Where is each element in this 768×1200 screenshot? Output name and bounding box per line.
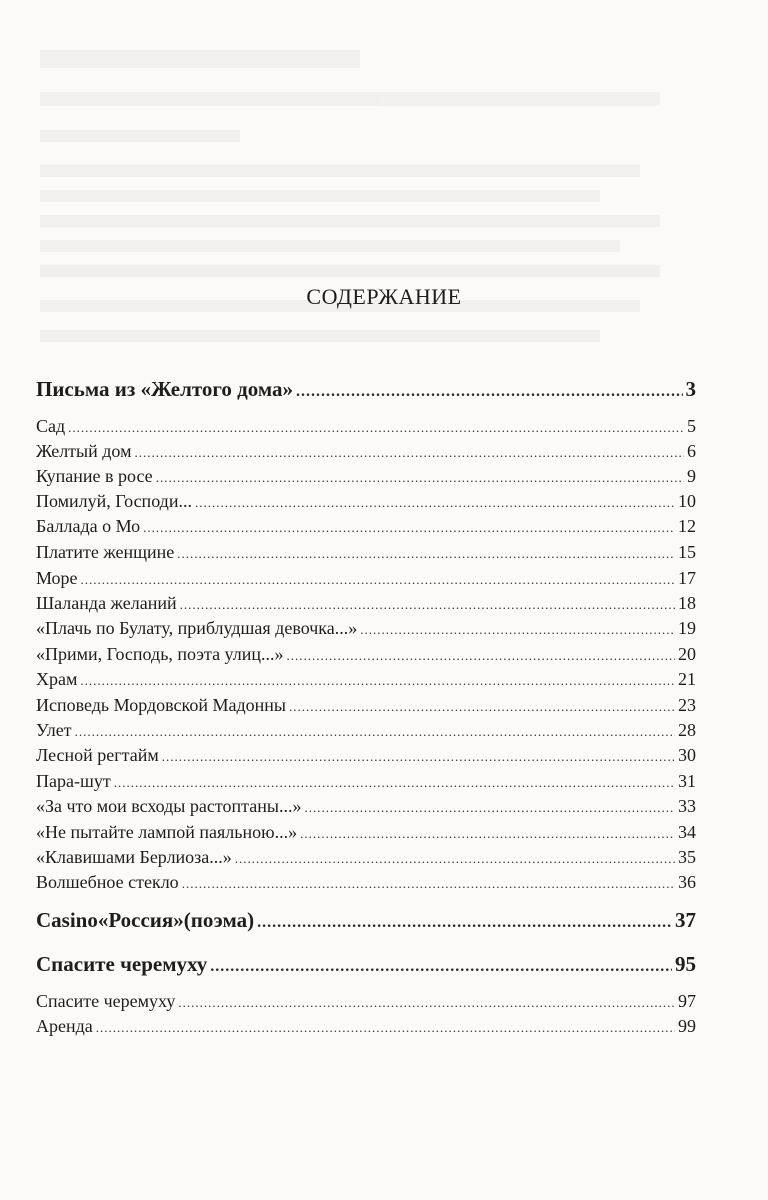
toc-item-title: Волшебное стекло	[36, 872, 179, 892]
toc-item-page: 15	[678, 542, 696, 562]
toc-item-page: 10	[678, 491, 696, 511]
toc-item-title: Улет	[36, 720, 72, 740]
toc-item-page: 6	[687, 441, 696, 461]
toc-item[interactable]	[36, 615, 696, 641]
toc-item-title: Купание в росе	[36, 466, 153, 486]
toc-item[interactable]	[36, 513, 696, 539]
toc-item-title: Аренда	[36, 1016, 93, 1036]
toc-item-title: Лесной регтайм	[36, 745, 159, 765]
leader-dots	[162, 744, 675, 770]
leader-dots	[210, 951, 672, 983]
toc-section[interactable]	[36, 904, 696, 936]
toc-item[interactable]	[36, 768, 696, 794]
toc-item-page: 9	[687, 466, 696, 486]
toc-section-page: 37	[675, 908, 696, 932]
leader-dots	[257, 907, 672, 939]
toc-item-title: «Клавишами Берлиоза...»	[36, 847, 232, 867]
toc-item[interactable]	[36, 692, 696, 718]
toc-item-page: 36	[678, 872, 696, 892]
toc-item-page: 19	[678, 618, 696, 638]
toc-item-title: Исповедь Мордовской Мадонны	[36, 695, 286, 715]
toc-item-page: 33	[678, 796, 696, 816]
toc-item-title: Море	[36, 568, 78, 588]
toc-item-page: 28	[678, 720, 696, 740]
toc-item[interactable]	[36, 488, 696, 514]
toc-item-page: 30	[678, 745, 696, 765]
toc-item-page: 5	[687, 416, 696, 436]
leader-dots	[304, 795, 675, 821]
toc-item-page: 34	[678, 822, 696, 842]
toc-section[interactable]	[36, 373, 696, 405]
toc-section-title: Письма из «Желтого дома»	[36, 377, 294, 401]
toc-item-page: 97	[678, 991, 696, 1011]
toc-item-title: «Прими, Господь, поэта улиц...»	[36, 644, 284, 664]
leader-dots	[296, 376, 682, 408]
toc-item-title: Помилуй, Господи...	[36, 491, 192, 511]
leader-dots	[80, 668, 675, 694]
toc-section-title: Casino«Россия»(поэма)	[36, 908, 255, 932]
toc-item-page: 18	[678, 593, 696, 613]
toc-item[interactable]	[36, 438, 696, 464]
toc-item[interactable]	[36, 666, 696, 692]
toc-item-page: 21	[678, 669, 696, 689]
toc-item[interactable]	[36, 819, 696, 845]
toc-item[interactable]	[36, 413, 696, 439]
toc-item-title: Желтый дом	[36, 441, 132, 461]
toc-item[interactable]	[36, 641, 696, 667]
toc-item-title: Шаланда желаний	[36, 593, 177, 613]
toc-item-page: 12	[678, 516, 696, 536]
toc-item-title: Храм	[36, 669, 78, 689]
toc-item[interactable]	[36, 869, 696, 895]
leader-dots	[360, 617, 675, 643]
page-title: СОДЕРЖАНИЕ	[306, 284, 462, 309]
toc-item-page: 23	[678, 695, 696, 715]
toc-section-page: 3	[685, 377, 696, 401]
leader-dots	[143, 515, 675, 541]
toc-item-title: Баллада о Мо	[36, 516, 141, 536]
toc-item-title: «За что мои всходы растоптаны...»	[36, 796, 302, 816]
leader-dots	[96, 1015, 675, 1041]
toc-item-title: Спасите черемуху	[36, 991, 176, 1011]
toc-section[interactable]	[36, 948, 696, 980]
toc-item-page: 20	[678, 644, 696, 664]
toc-item-title: «Плачь по Булату, приблудшая девочка...»	[36, 618, 358, 638]
toc-item-title: Платите женщине	[36, 542, 175, 562]
toc-section-title: Спасите черемуху	[36, 952, 208, 976]
toc-item[interactable]	[36, 463, 696, 489]
toc-item[interactable]	[36, 539, 696, 565]
toc-item-title: «Не пытайте лампой паяльною...»	[36, 822, 298, 842]
toc-item-page: 17	[678, 568, 696, 588]
toc-item[interactable]	[36, 1013, 696, 1039]
toc-item[interactable]	[36, 717, 696, 743]
toc-section-page: 95	[675, 952, 696, 976]
toc-item[interactable]	[36, 844, 696, 870]
toc-item-page: 99	[678, 1016, 696, 1036]
toc-item[interactable]	[36, 565, 696, 591]
toc-item[interactable]	[36, 988, 696, 1014]
toc-item[interactable]	[36, 590, 696, 616]
toc-item[interactable]	[36, 742, 696, 768]
toc-item-title: Сад	[36, 416, 66, 436]
toc-item[interactable]	[36, 793, 696, 819]
leader-dots	[182, 871, 675, 897]
toc-item-page: 35	[678, 847, 696, 867]
leader-dots	[177, 541, 675, 567]
toc-item-page: 31	[678, 771, 696, 791]
toc-item-title: Пара-шут	[36, 771, 111, 791]
